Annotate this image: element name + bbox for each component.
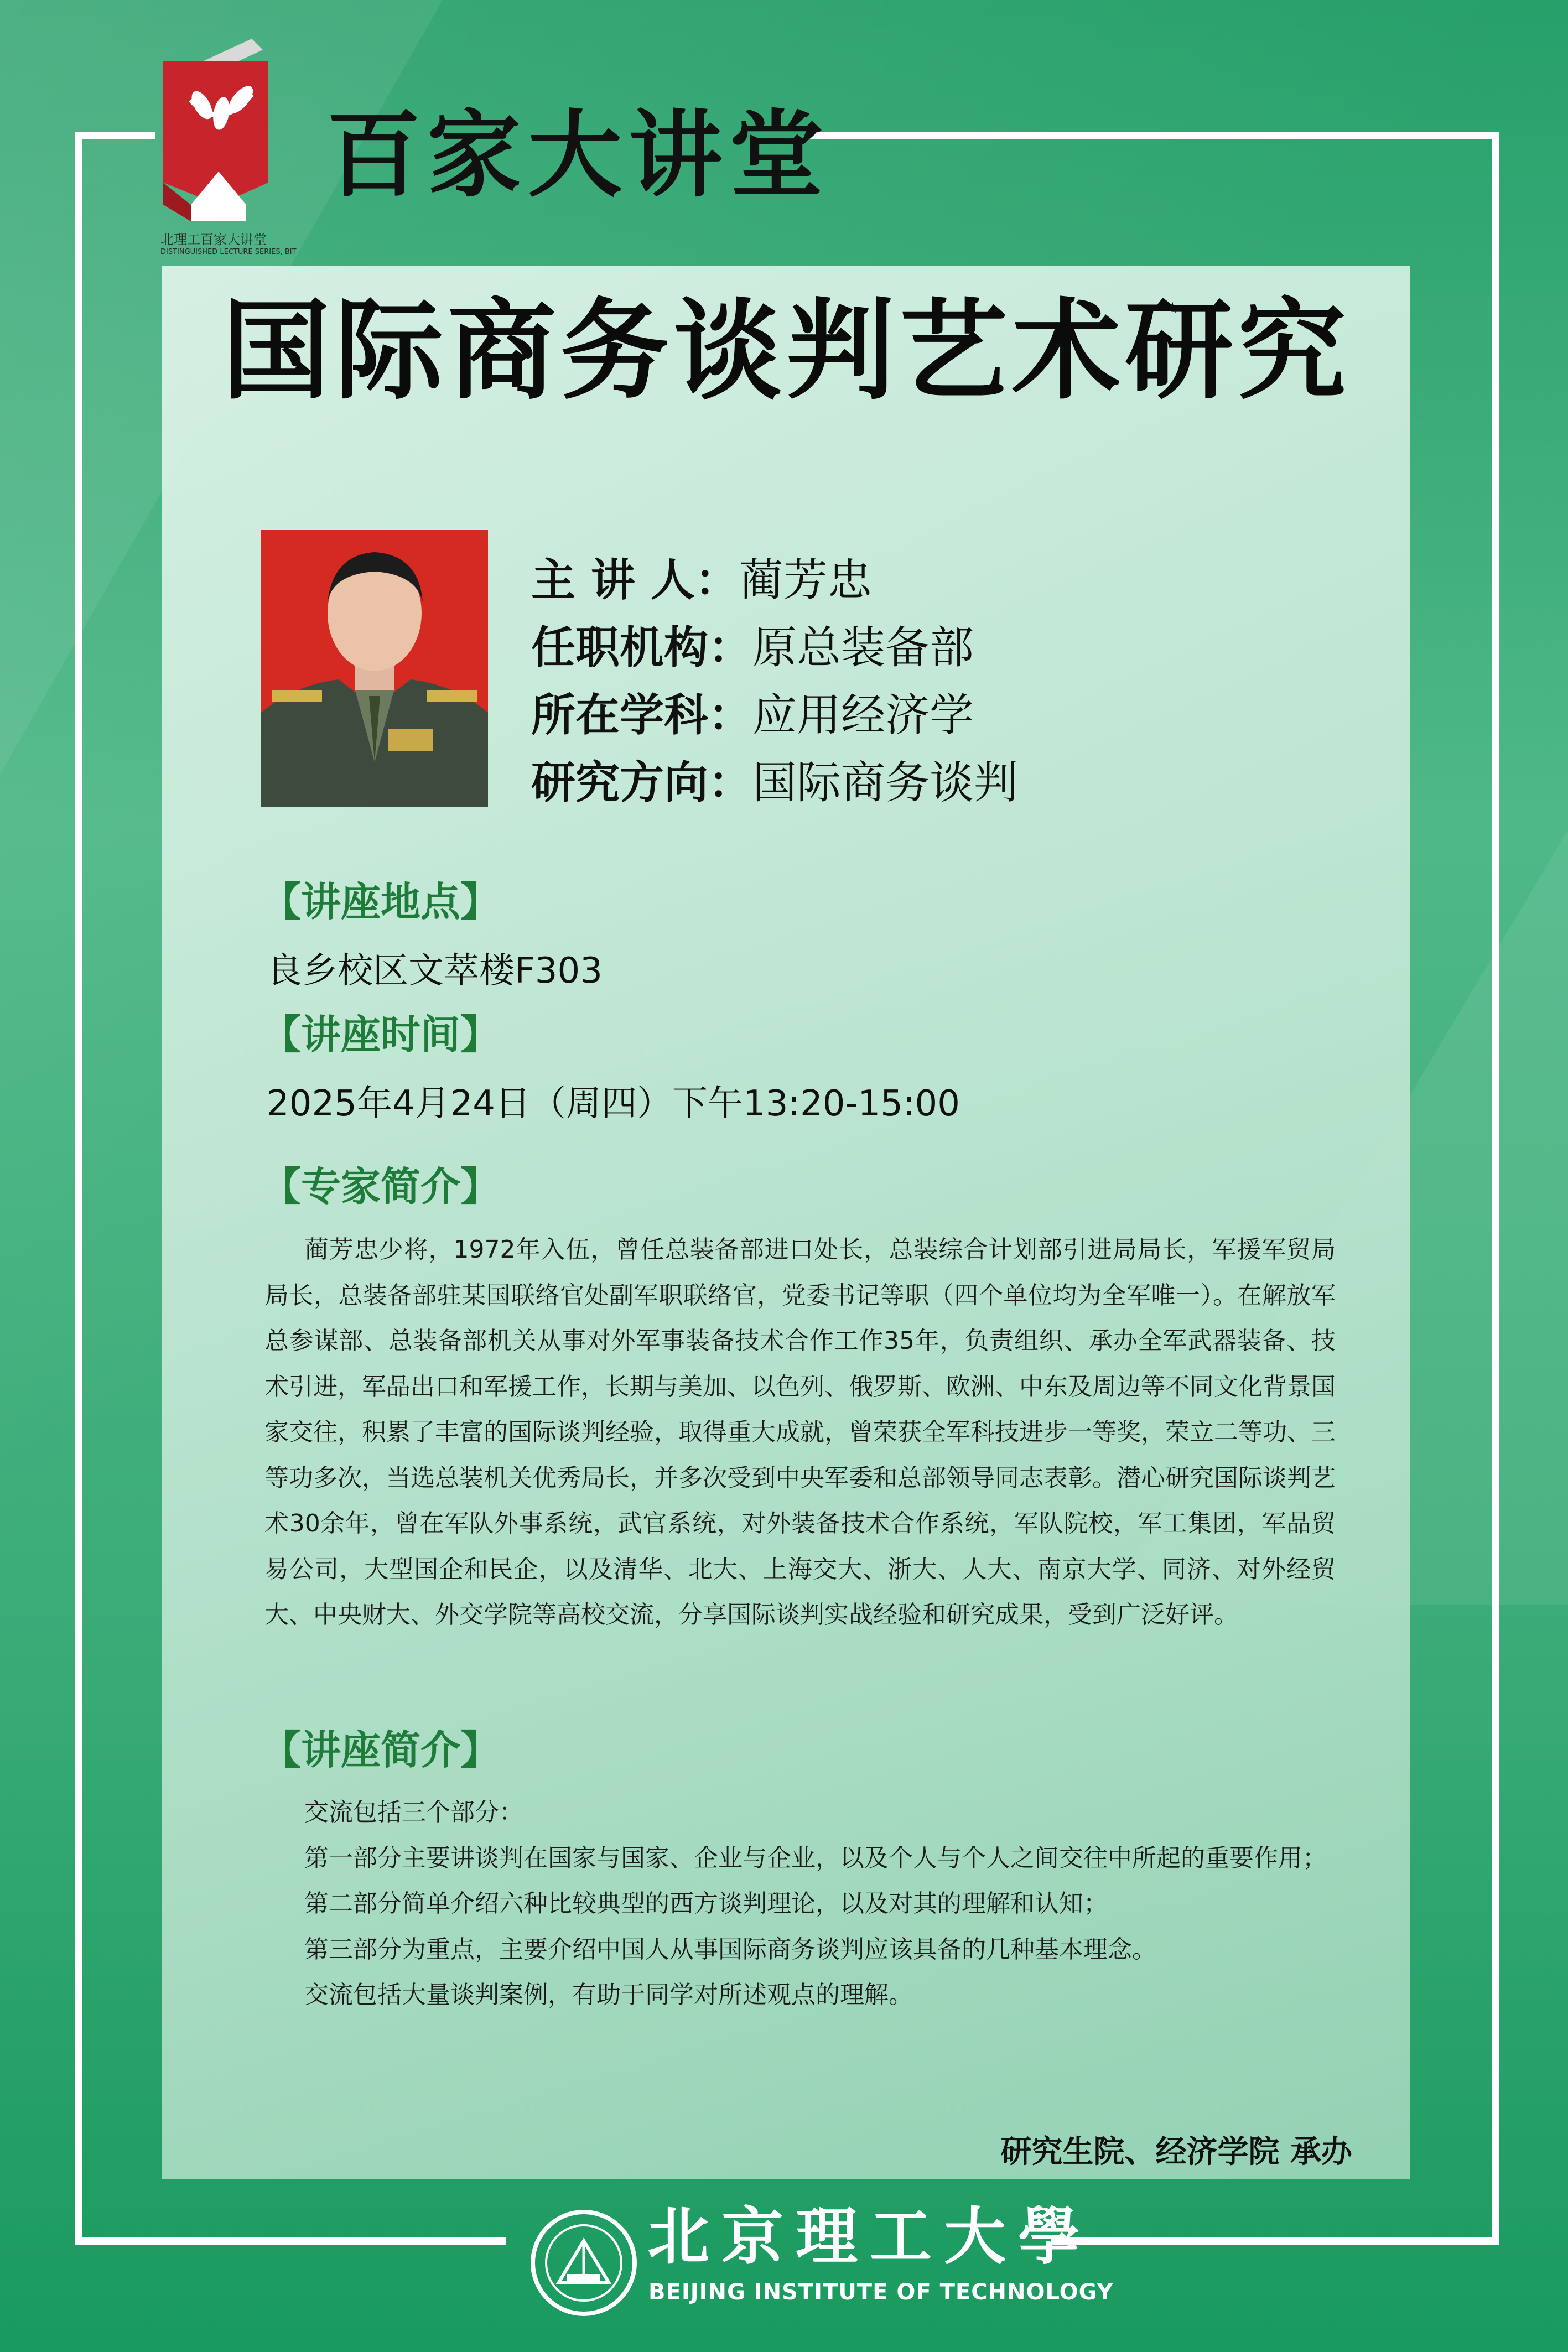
lecture-paragraph: 交流包括三个部分： bbox=[304, 1798, 523, 1826]
speaker-org: 原总装备部 bbox=[752, 622, 974, 673]
poster-title: 国际商务谈判艺术研究 bbox=[221, 288, 1351, 414]
speaker-discipline: 应用经济学 bbox=[752, 689, 974, 741]
time-value: 2025年4月24日（周四）下午13:20-15:00 bbox=[267, 1083, 960, 1124]
speaker-research-label: 研究方向： bbox=[531, 757, 752, 808]
lecture-paragraph: 第一部分主要讲谈判在国家与国家、企业与企业，以及个人与个人之间交往中所起的重要作用； bbox=[304, 1844, 1327, 1872]
series-title: 百家大讲堂 bbox=[326, 100, 830, 210]
logo-caption bbox=[160, 231, 304, 257]
lecture-heading: 【讲座简介】 bbox=[261, 1727, 501, 1773]
lecture-series-logo bbox=[158, 39, 285, 221]
frame-bottom-right bbox=[1051, 2237, 1499, 2245]
expert-intro-text: 蔺芳忠少将，1972年入伍，曾任总装备部进口处长，总装综合计划部引进局局长，军援军贸局局长，总装备部驻某国联络官处副军职联络官，党委书记等职（四个单位均为全军唯一）。在解放军总参谋部、总装备部机关从事对外军事装备技术合作工作35年，负责组织、承办全军武器装备、技术引进，军品出口和军援工作，长期与美加、以色列、俄罗斯、欧洲、中东及周边等不同文化背景国家交往，积累了丰富的国际谈判经验，取得重大成就，曾荣获全军科技进步一等奖，荣立二等功、三等功多次，当选总装机关优秀局长，并多次受到中央军委和总部领导同志表彰。潜心研究国际谈判艺术30余年，曾在军队外事系统，武官系统，对外装备技术合作系统，军队院校，军工集团，军品贸易公司，大型国企和民企，以及清华、北大、上海交大、浙大、人大、南京大学、同济、对外经贸大、中央财大、外交学院等高校交流，分享国际谈判实战经验和研究成果，受到广泛好评。 bbox=[264, 1235, 1336, 1629]
speaker-name-label: 主 讲 人： bbox=[531, 554, 739, 606]
speaker-discipline-row bbox=[531, 682, 1018, 749]
expert-heading: 【专家简介】 bbox=[261, 1164, 501, 1210]
speaker-discipline-label: 所在学科： bbox=[531, 689, 752, 741]
speaker-org-row bbox=[531, 614, 1018, 682]
speaker-research-row bbox=[531, 749, 1018, 817]
frame-top-right bbox=[808, 132, 1499, 139]
speaker-photo bbox=[261, 530, 488, 807]
frame-bottom-left bbox=[75, 2237, 506, 2245]
location-value: 良乡校区文萃楼F303 bbox=[267, 951, 603, 991]
organizer: 研究生院、经济学院 承办 bbox=[1000, 2134, 1352, 2170]
lecture-paragraph: 第三部分为重点，主要介绍中国人从事国际商务谈判应该具备的几种基本理念。 bbox=[304, 1935, 1156, 1964]
university-name-en: BEIJING INSTITUTE OF TECHNOLOGY bbox=[648, 2280, 1114, 2305]
frame-top-left bbox=[75, 132, 155, 139]
university-emblem bbox=[528, 2208, 639, 2318]
time-heading: 【讲座时间】 bbox=[261, 1011, 501, 1058]
lecture-intro bbox=[264, 1790, 1336, 2018]
frame-right bbox=[1492, 132, 1499, 2245]
lecture-paragraph: 交流包括大量谈判案例，有助于同学对所述观点的理解。 bbox=[304, 1981, 913, 2009]
speaker-org-label: 任职机构： bbox=[531, 622, 752, 673]
speaker-name-row bbox=[531, 547, 1018, 614]
speaker-research: 国际商务谈判 bbox=[752, 757, 1018, 808]
lecture-paragraph: 第二部分简单介绍六种比较典型的西方谈判理论，以及对其的理解和认知； bbox=[304, 1889, 1108, 1918]
university-name-cn: 北京理工大學 bbox=[647, 2200, 1092, 2273]
speaker-name: 蔺芳忠 bbox=[739, 554, 872, 606]
frame-left bbox=[75, 132, 82, 2245]
logo-caption-en: DISTINGUISHED LECTURE SERIES, BIT bbox=[160, 248, 297, 256]
speaker-info bbox=[531, 547, 1018, 817]
logo-caption-cn: 北理工百家大讲堂 bbox=[160, 232, 267, 247]
expert-intro bbox=[264, 1227, 1336, 1638]
location-heading: 【讲座地点】 bbox=[261, 879, 501, 925]
